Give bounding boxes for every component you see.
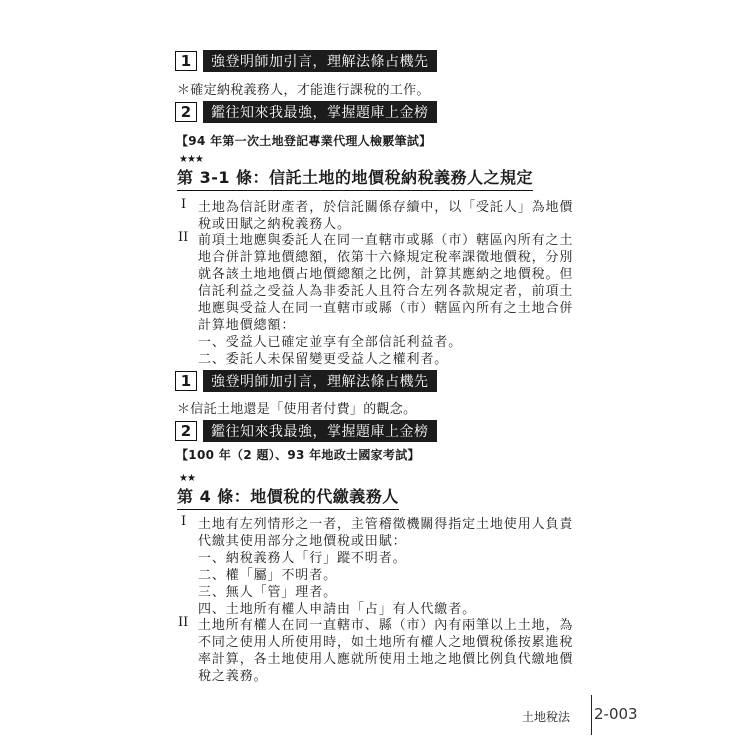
- list-item: 一、納稅義務人「行」蹤不明者。: [198, 551, 407, 566]
- intro-note: ＊確定納稅義務人，才能進行課稅的工作。: [177, 83, 430, 98]
- text-line: 地應與受益人在同一直轄市或縣（市）轄區內所有之土地合併: [198, 301, 574, 316]
- tag-text: 鑑往知來我最強，掌握題庫上金榜: [203, 101, 437, 123]
- text-line: 稅之義務。: [198, 669, 268, 684]
- paragraph-number: I: [181, 514, 187, 529]
- tag-number: 1: [175, 371, 197, 391]
- text-line: 不同之使用人所使用時，如土地所有權人之地價稅係按累進稅: [198, 635, 574, 650]
- list-item: 四、土地所有權人申請由「占」有人代繳者。: [198, 602, 477, 617]
- text-line: 就各該土地地價占地價總額之比例，計算其應納之地價稅。但: [198, 267, 574, 282]
- page-number: 2-003: [594, 705, 638, 723]
- exam-tag: [175, 420, 437, 442]
- text-line: 前項土地應與委託人在同一直轄市或縣（市）轄區內所有之土: [198, 233, 574, 248]
- intro-tag: [175, 370, 437, 392]
- exam-tag: [175, 101, 437, 123]
- exam-source: 【94 年第一次土地登記專業代理人檢覈筆試】: [176, 134, 432, 148]
- paragraph-number: I: [181, 197, 187, 212]
- tag-text: 鑑往知來我最強，掌握題庫上金榜: [203, 420, 437, 442]
- tag-number: 2: [175, 421, 197, 441]
- list-item: 二、委託人未保留變更受益人之權利者。: [198, 352, 449, 367]
- text-line: 稅或田賦之納稅義務人。: [198, 217, 351, 232]
- list-item: 二、權「屬」不明者。: [198, 568, 338, 583]
- list-item: 一、受益人已確定並享有全部信託利益者。: [198, 335, 463, 350]
- text-line: 率計算，各土地使用人應就所使用土地之地價比例負代繳地價: [198, 652, 574, 667]
- text-line: 信託利益之受益人為非委託人且符合左列各款規定者，前項土: [198, 284, 574, 299]
- article-heading: 第 3-1 條：信託土地的地價稅納稅義務人之規定: [177, 165, 533, 191]
- intro-tag: [175, 50, 437, 72]
- footer-divider: [591, 695, 592, 735]
- tag-text: 強登明師加引言，理解法條占機先: [203, 50, 437, 72]
- text-line: 計算地價總額：: [198, 318, 296, 333]
- list-item: 三、無人「管」理者。: [198, 585, 338, 600]
- importance-stars: ★★★: [179, 154, 203, 165]
- tag-number: 2: [175, 102, 197, 122]
- text-line: 土地有左列情形之一者，主管稽徵機關得指定土地使用人負責: [198, 517, 574, 532]
- footer-chapter-label: 土地稅法: [522, 710, 571, 724]
- paragraph-number: II: [178, 230, 189, 245]
- text-line: 地合併計算地價總額，依第十六條規定稅率課徵地價稅，分別: [198, 250, 574, 265]
- importance-stars: ★★: [179, 473, 195, 484]
- tag-number: 1: [175, 51, 197, 71]
- paragraph-number: II: [178, 615, 189, 630]
- text-line: 土地所有權人在同一直轄市、縣（市）內有兩筆以上土地，為: [198, 618, 574, 633]
- article-heading: 第 4 條：地價稅的代繳義務人: [177, 484, 399, 510]
- text-line: 土地為信託財產者，於信託關係存續中，以「受託人」為地價: [198, 200, 574, 215]
- tag-text: 強登明師加引言，理解法條占機先: [203, 370, 437, 392]
- text-line: 代繳其使用部分之地價稅或田賦：: [198, 534, 407, 549]
- exam-source: 【100 年（2 題）、93 年地政士國家考試】: [176, 448, 420, 462]
- intro-note: ＊信託土地還是「使用者付費」的觀念。: [177, 402, 417, 417]
